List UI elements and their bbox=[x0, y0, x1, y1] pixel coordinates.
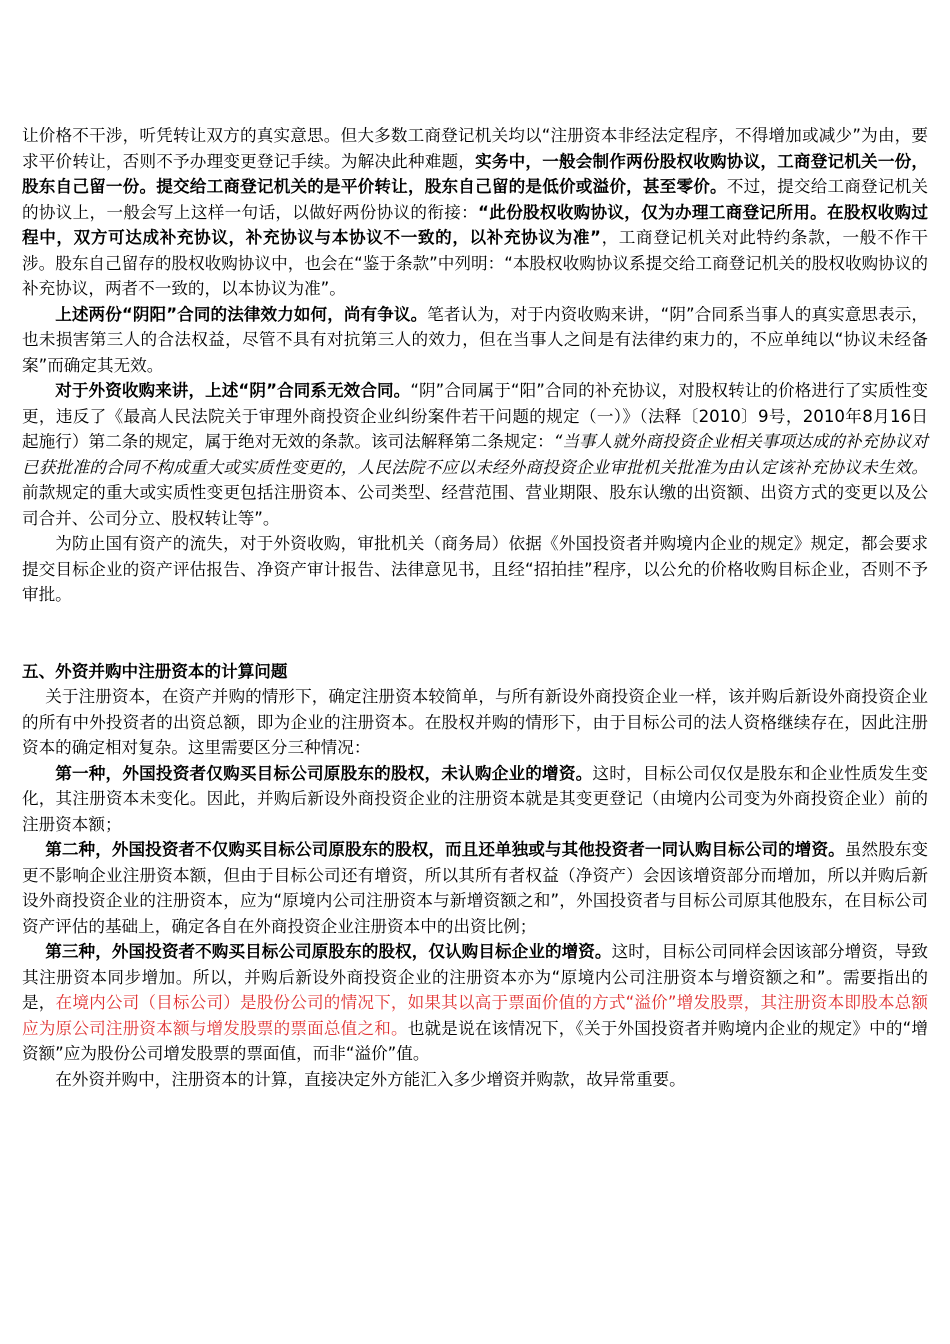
text: 为防止国有资产的流失，对于外资收购，审批机关（商务局）依据《外国投资者并购境内企业的规定》规定，都会要求提交目标企业的资产评估报告、净资产审计报告、法律意见书，且经“招拍挂”程序，以公允的价格收购目标企业，否则不予审批。 bbox=[22, 534, 928, 604]
bold-text: 实务中，一般会制作两份股权收购协议，工商登记机关一份，股东自己留一份。提交给工商登记机关的是平价转让，股东自己留的是低价或溢价，甚至零价。 bbox=[22, 151, 928, 196]
paragraph-conclusion bbox=[22, 1067, 928, 1093]
paragraph-case-two bbox=[22, 837, 928, 939]
paragraph-foreign-acquisition-invalid bbox=[22, 378, 928, 531]
text: 关于注册资本，在资产并购的情形下，确定注册资本较简单，与所有新设外商投资企业一样，该并购后新设外商投资企业的所有中外投资者的出资总额，即为企业的注册资本。在股权并购的情形下，由于目标公司的法人资格继续存在，因此注册资本的确定相对复杂。这里需要区分三种情况： bbox=[22, 687, 928, 757]
bold-text: “此份股权收购协议，仅为办理工商登记所用。在股权收购过程中，双方可达成补充协议，补充协议与本协议不一致的，以补充协议为准” bbox=[22, 202, 929, 247]
paragraph-dual-agreements bbox=[22, 123, 928, 302]
text: 让价格不干涉，听凭转让双方的真实意思。但大多数工商登记机关均以“注册资本非经法定程序，不得增加或减少”为由，要求平价转让，否则不予办理变更登记手续。为解决此种难题， bbox=[22, 126, 928, 171]
text: 虽然股东变更不影响企业注册资本额，但由于目标公司还有增资，所以其所有者权益（净资产）会因该增资部分而增加，所以并购后新设外商投资企业的注册资本，应为“原境内公司注册资本与新增资额之和”，外国投资者与目标公司原其他股东，在目标公司资产评估的基础上，确定各自在外商投资企业注册资本中的出资比例； bbox=[22, 840, 929, 936]
bold-text: 第二种，外国投资者不仅购买目标公司原股东的股权，而且还单独或与其他投资者一同认购目标公司的增资。 bbox=[45, 840, 845, 859]
section-spacer bbox=[22, 608, 928, 659]
highlighted-red-text: 在境内公司（目标公司）是股份公司的情况下，如果其以高于票面价值的方式“溢价”增发股票，其注册资本即股本总额应为原公司注册资本额与增发股票的票面总值之和。 bbox=[22, 993, 929, 1038]
section-heading: 五、外资并购中注册资本的计算问题 bbox=[22, 661, 288, 681]
text: ，工商登记机关对此特约条款，一般不作干涉。股东自己留存的股权收购协议中，也会在“鉴于条款”中列明：“本股权收购协议系提交给工商登记机关的股权收购协议的补充协议，两者不一致的，以本协议为准”。 bbox=[22, 228, 929, 298]
text: 不过，提交给工商登记机关的协议上，一般会写上这样一句话，以做好两份协议的衔接： bbox=[22, 177, 928, 222]
bold-text: 对于外资收购来讲，上述“阴”合同系无效合同。 bbox=[55, 381, 411, 400]
paragraph-registered-capital-intro bbox=[22, 684, 928, 761]
text: 前款规定的重大或实质性变更包括注册资本、公司类型、经营范围、营业期限、股东认缴的出资额、出资方式的变更以及公司合并、公司分立、股权转让等”。 bbox=[22, 483, 928, 528]
paragraph-case-one bbox=[22, 761, 928, 838]
bold-text: 第一种，外国投资者仅购买目标公司原股东的股权，未认购企业的增资。 bbox=[55, 763, 593, 783]
text: 这时，目标公司仅仅是股东和企业性质发生变化，其注册资本未变化。因此，并购后新设外商投资企业的注册资本就是其变更登记（由境内公司变为外商投资企业）前的注册资本额； bbox=[22, 763, 928, 834]
bold-text: 第三种，外国投资者不购买目标公司原股东的股权，仅认购目标企业的增资。 bbox=[45, 942, 612, 961]
bold-text: 上述两份“阴阳”合同的法律效力如何，尚有争议。 bbox=[55, 304, 428, 324]
text: 笔者认为，对于内资收购来讲，“阴”合同系当事人的真实意思表示，也未损害第三人的合法权益，尽管不具有对抗第三人的效力，但在当事人之间是有法律约束力的，不应单纯以“协议未经备案”而确定其无效。 bbox=[22, 304, 928, 375]
paragraph-yin-yang-validity bbox=[22, 302, 928, 379]
paragraph-state-assets bbox=[22, 531, 928, 608]
text: 也就是说在该情况下，《关于外国投资者并购境内企业的规定》中的“增资额”应为股份公司增发股票的票面值，而非“溢价”值。 bbox=[22, 1018, 929, 1063]
italic-quote: “当事人就外商投资企业相关事项达成的补充协议对已获批准的合同不构成重大或实质性变更的，人民法院不应以未经外商投资企业审批机关批准为由认定该补充协议未生效。 bbox=[22, 432, 928, 477]
document-page bbox=[22, 123, 928, 1092]
text: 在外资并购中，注册资本的计算，直接决定外方能汇入多少增资并购款，故异常重要。 bbox=[55, 1069, 686, 1089]
paragraph-case-three bbox=[22, 939, 928, 1067]
text: 这时，目标公司同样会因该部分增资，导致其注册资本同步增加。所以，并购后新设外商投资企业的注册资本亦为“原境内公司注册资本与增资额之和”。需要指出的是， bbox=[22, 942, 928, 1012]
text: “阴”合同属于“阳”合同的补充协议，对股权转让的价格进行了实质性变更，违反了《最高人民法院关于审理外商投资企业纠纷案件若干问题的规定（一）》（法释〔2010〕9号，2010年8月16日起施行）第二条的规定，属于绝对无效的条款。该司法解释第二条规定： bbox=[22, 381, 928, 451]
